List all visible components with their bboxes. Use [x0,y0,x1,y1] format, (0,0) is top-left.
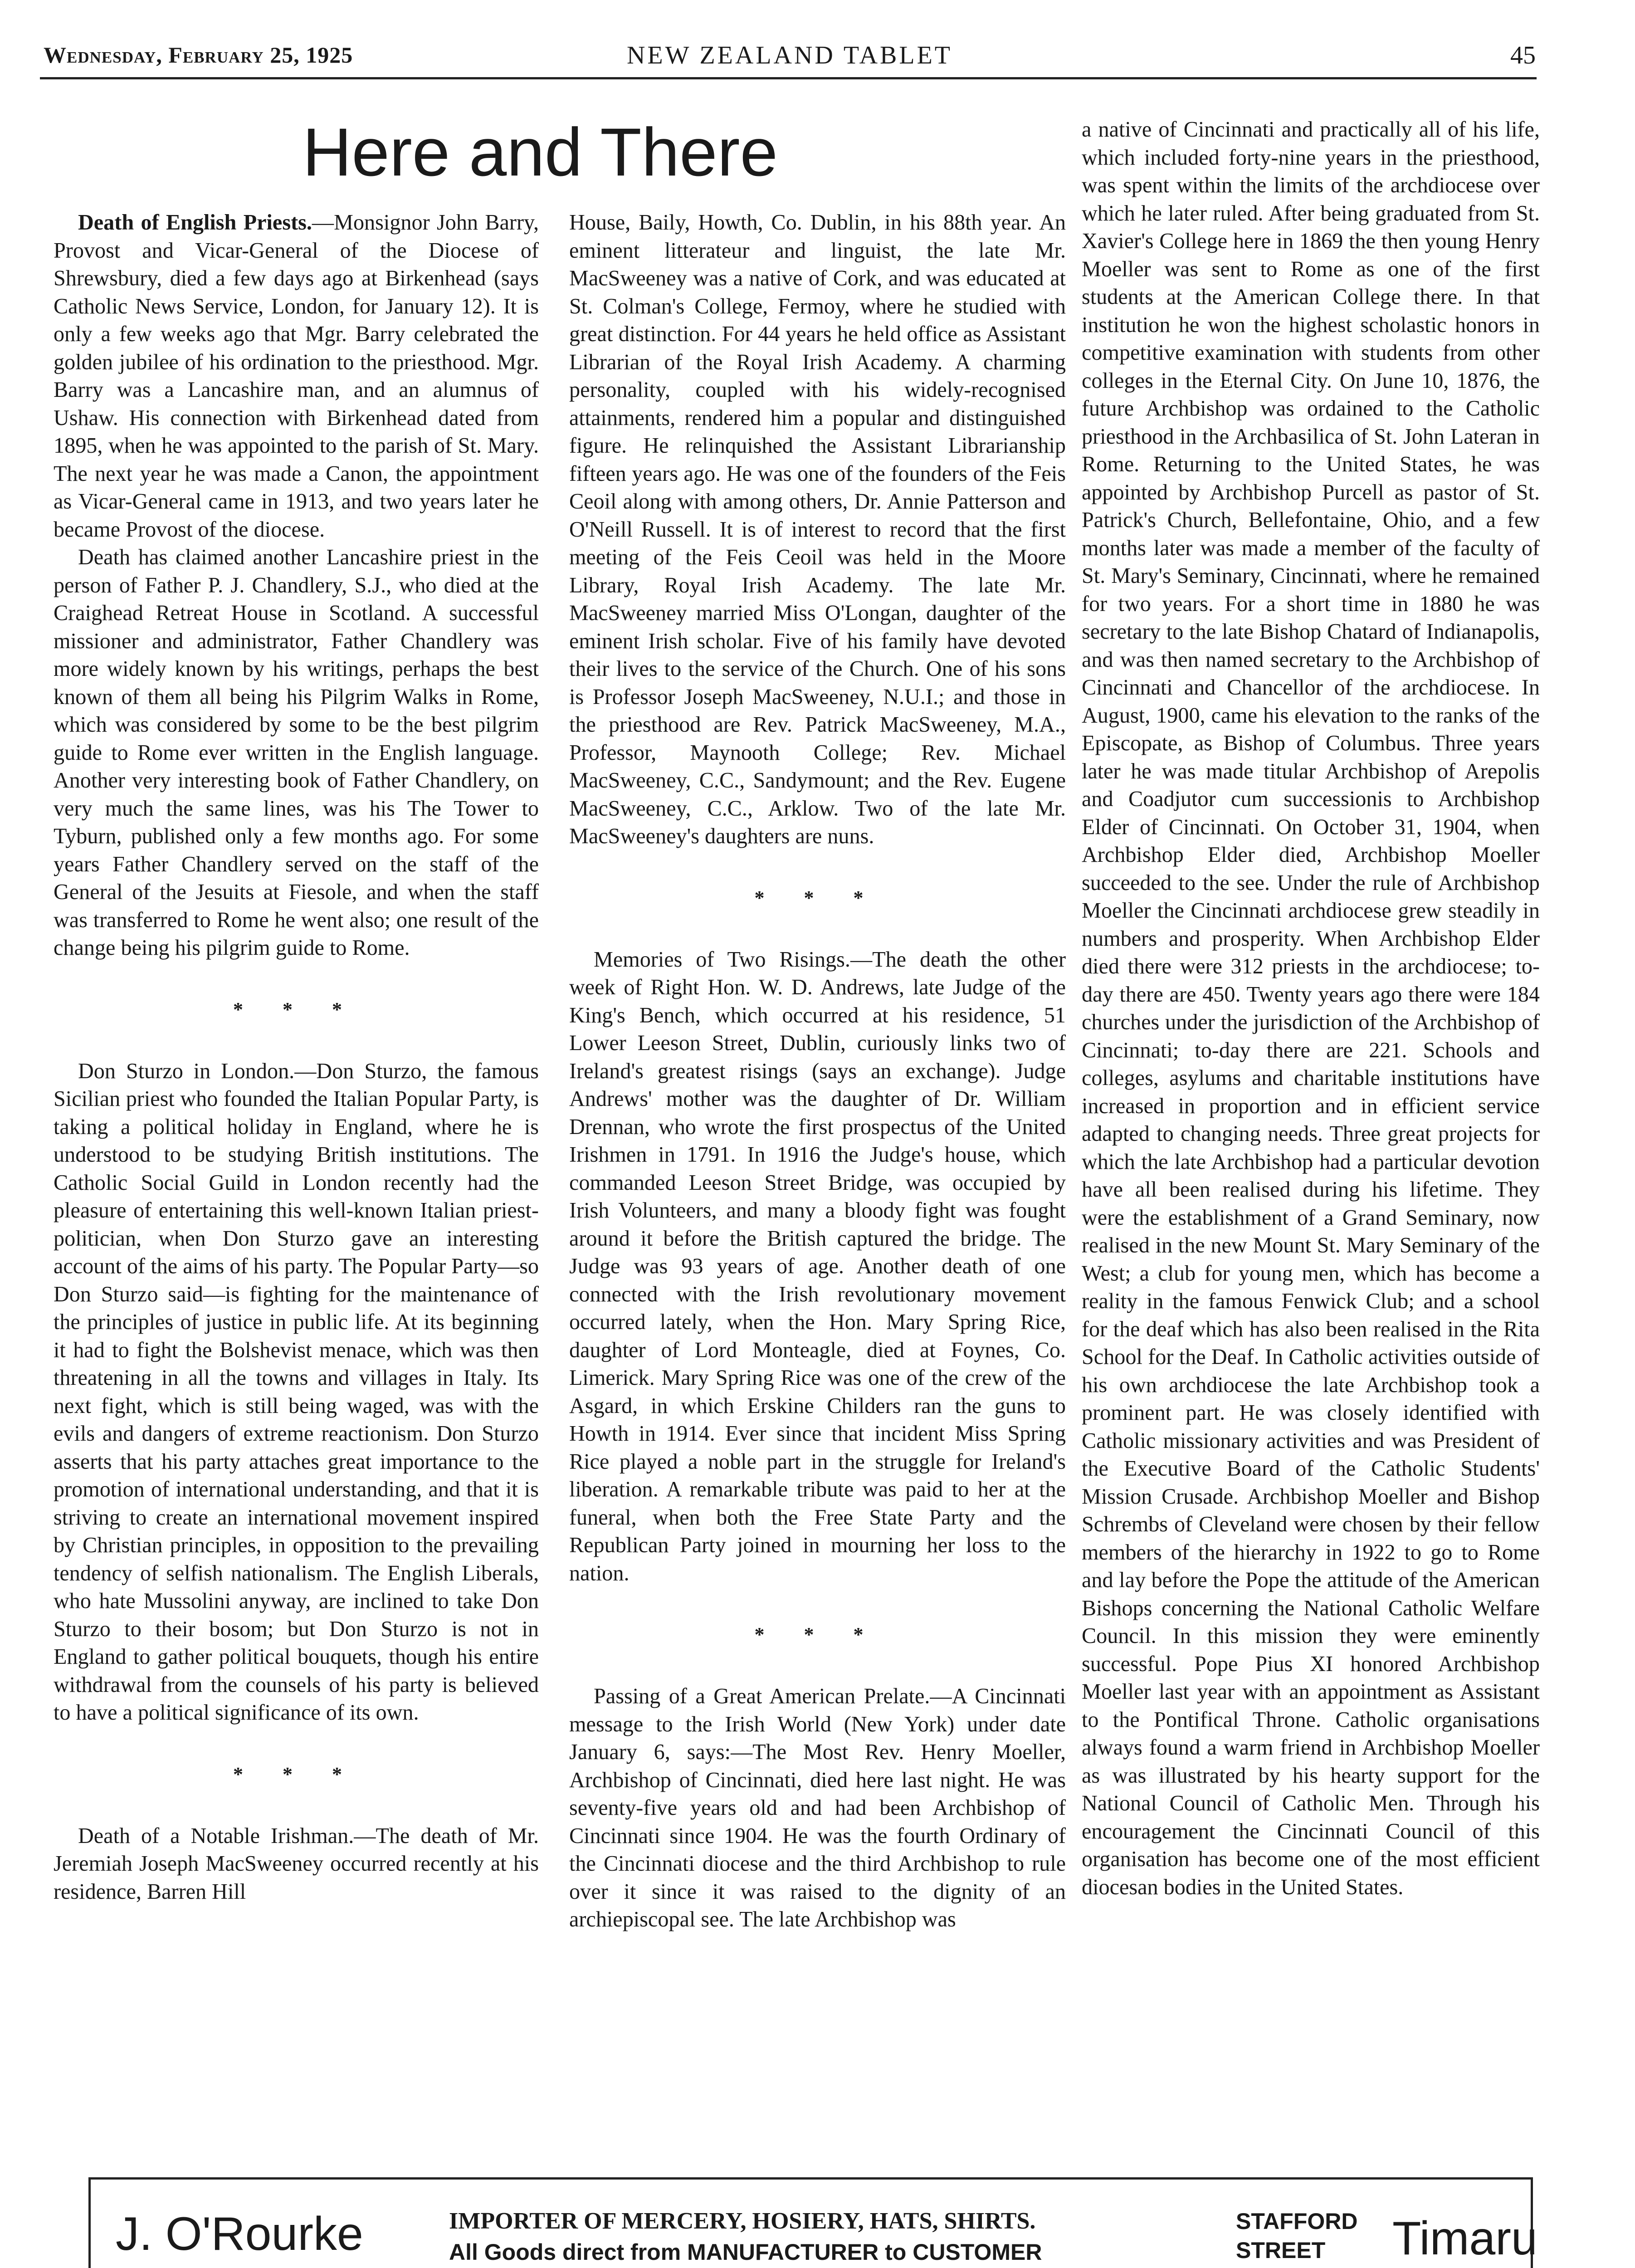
article-lead: Death of English Priests. [78,210,312,235]
page-number: 45 [1510,41,1536,69]
section-separator: * * * [754,1623,881,1646]
column-2 [569,209,1066,1934]
section-separator: * * * [233,998,359,1021]
section-separator: * * * [233,1763,359,1785]
article-american-prelate: Passing of a Great American Prelate.—A Cincinnati message to the Irish World (New York) under date January 6, says:—The Most Rev. Henry Moeller, Archbishop of Cincinnati, died here last night. He was seventy-five years old and had been Archbishop of Cincinnati since 1904. He was the fourth Ordinary of the Cincinnati diocese and the third Archbishop to rule over it since it was raised to the dignity of an archiepiscopal see. The late Archbishop was [569,1684,1066,1931]
article-two-risings: Memories of Two Risings.—The death the other week of Right Hon. W. D. Andrews, late Judge of the King's Bench, which occurred at his residence, 51 Lower Leeson Street, Dublin, curiously links two of Ireland's greatest risings (says an exchange). Judge Andrews' mother was the daughter of Dr. William Drennan, who wrote the first prospectus of the United Irishmen in 1791. In 1916 the Judge's house, which commanded Leeson Street Bridge, was occupied by Irish Volunteers, and many a bloody fight was fought around it before the British captured the bridge. The Judge was 93 years of age. Another death of one connected with the Irish revolutionary movement occurred lately, when the Hon. Mary Spring Rice, daughter of Lord Monteagle, died at Foynes, Co. Limerick. Mary Spring Rice was one of the crew of the Asgard, in which Erskine Childers ran the guns to Howth in 1914. Ever since that incident Miss Spring Rice played a noble part in the struggle for Ireland's liberation. A remarkable tribute was paid to her at the funeral, when both the Free State Party and the Republican Party joined in mourning her loss to the nation. [569,947,1066,1585]
advert-town: Timaru [1392,2212,1537,2265]
advert-address [1236,2207,1357,2265]
advert-tagline: IMPORTER OF MERCERY, HOSIERY, HATS, SHIRTS. [449,2208,1036,2234]
article-continuation: House, Baily, Howth, Co. Dublin, in his 88th year. An eminent litterateur and linguist, the late Mr. MacSweeney was a native of Cork, and was educated at St. Colman's College, Fermoy, where he studied with great distinction. For 44 years he held office as Assistant Librarian of the Royal Irish Academy. A charming personality, coupled with his widely-recognised attainments, rendered him a popular and distinguished figure. He relinquished the Assistant Librarianship fifteen years ago. He was one of the founders of the Feis Ceoil along with among others, Dr. Annie Patterson and O'Neill Russell. It is of interest to record that the first meeting of the Feis Ceoil was held in the Moore Library, Royal Irish Academy. The late Mr. MacSweeney married Miss O'Longan, daughter of the eminent Irish scholar. Five of his family have devoted their lives to the service of the Church. One of his sons is Professor Joseph MacSweeney, N.U.I.; and those in the priesthood are Rev. Patrick MacSweeney, M.A., Professor, Maynooth College; Rev. Michael MacSweeney, C.C., Sandymount; and the Rev. Eugene MacSweeney, C.C., Arklow. Two of the late Mr. MacSweeney's daughters are nuns. [569,210,1066,848]
page-title: Here and There [303,114,778,190]
street-line-2: STREET [1236,2238,1326,2263]
header-divider [40,77,1537,79]
section-separator: * * * [754,886,881,909]
article-death-english-priests [54,209,539,543]
street-line-1: STAFFORD [1236,2209,1358,2234]
article-body: —Monsignor John Barry, Provost and Vicar-General of the Diocese of Shrewsbury, died a few days ago at Birkenhead (says Catholic News Service, London, for January 12). It is only a few weeks ago that Mgr. Barry celebrated the golden jubilee of his ordination to the priesthood. Mgr. Barry was a Lancashire man, and an alumnus of Ushaw. His connection with Birkenhead dated from 1895, when he was appointed to the parish of St. Mary. The next year he was made a Canon, the appointment as Vicar-General came in 1913, and two years later he became Provost of the diocese. [54,210,539,542]
column-3 [1082,116,1540,1901]
article-continuation: a native of Cincinnati and practically all of his life, which included forty-nine years in the priesthood, was spent within the limits of the archdiocese over which he later ruled. After being graduated from St. Xavier's College here in 1869 the then young Henry Moeller was sent to Rome as one of the first students at the American College there. In that institution he won the highest scholastic honors in competitive examination with students from other colleges in the Eternal City. On June 10, 1876, the future Archbishop was ordained to the Catholic priesthood in the Archbasilica of St. John Lateran in Rome. Returning to the United States, he was appointed by Archbishop Purcell as pastor of St. Patrick's Church, Bellefontaine, Ohio, and a few months later was made a member of the faculty of St. Mary's Seminary, Cincinnati, where he remained for two years. For a short time in 1880 he was secretary to the late Bishop Chatard of Indianapolis, and was then named secretary to the Archbishop of Cincinnati and Chancellor of the archdiocese. In August, 1900, came his elevation to the ranks of the Episcopate, as Bishop of Columbus. Three years later he was made titular Archbishop of Arepolis and Coadjutor cum successionis to Archbishop Elder of Cincinnati. On October 31, 1904, when Archbishop Elder died, Archbishop Moeller succeeded to the see. Under the rule of Archbishop Moeller the Cincinnati archdiocese grew steadily in numbers and prosperity. When Archbishop Elder died there were 312 priests in the archdiocese; to-day there are 450. Twenty years ago there were 184 churches under the jurisdiction of the Archbishop of Cincinnati; to-day there are 221. Schools and colleges, asylums and charitable institutions have increased in proportion and in efficient service adapted to changing needs. Three great projects for which the late Archbishop had a particular devotion have all been realised during his lifetime. They were the establishment of a Grand Seminary, now realised in the new Mount St. Mary Seminary of the West; a club for young men, which has become a reality in the famous Fenwick Club; and a school for the deaf which has also been realised in the Rita School for the Deaf. In Catholic activities outside of his own archdiocese the late Archbishop took a prominent part. He was closely identified with Catholic missionary activities and was President of the Executive Board of the Catholic Students' Mission Crusade. Archbishop Moeller and Bishop Schrembs of Cleveland were chosen by their fellow members of the hierarchy in 1922 to go to Rome and lay before the Pope the attitude of the American Bishops concerning the National Catholic Welfare Council. In this mission they were eminently successful. Pope Pius XI honored Archbishop Moeller last year with an appointment as Assistant to the Pontifical Throne. Catholic organisations always found a warm friend in Archbishop Moeller as was illustrated by his hearty support for the National Council of Catholic Men. Through his encouragement the Cincinnati Council of this organisation has become one of the most efficient diocesan bodies in the United States. [1082,117,1540,1899]
article-paragraph: Death has claimed another Lancashire priest in the person of Father P. J. Chandlery, S.J., who died at the Craighead Retreat House in Scotland. A successful missioner and administrator, Father Chandlery was more widely known by his writings, perhaps the best known of them all being his Pilgrim Walks in Rome, which was considered by some to be the best pilgrim guide to Rome ever written in the English language. Another very interesting book of Father Chandlery, on very much the same lines, was his The Tower to Tyburn, published only a few months ago. For some years Father Chandlery served on the staff of the General of the Jesuits at Fiesole, and when the staff was transferred to Rome he went also; one result of the change being his pilgrim guide to Rome. [54,545,539,960]
column-1 [54,209,539,1906]
article-don-sturzo: Don Sturzo in London.—Don Sturzo, the famous Sicilian priest who founded the Italian Popular Party, is taking a political holiday in England, where he is understood to be studying British institutions. The Catholic Social Guild in London recently had the pleasure of entertaining this well-known Italian priest-politician, when Don Sturzo gave an interesting account of the aims of his party. The Popular Party—so Don Sturzo said—is fighting for the maintenance of the principles of justice in public life. At its beginning it had to fight the Bolshevist menace, which was then threatening in all the towns and villages in Italy. Its next fight, which is still being waged, was with the evils and dangers of extreme reactionism. Don Sturzo asserts that his party attaches great importance to the promotion of international understanding, and that it is striving to create an international movement inspired by Christian principles, in opposition to the prevailing tendency of selfish nationalism. The English Liberals, who hate Mussolini anyway, are inclined to take Don Sturzo to their bosom; but Don Sturzo is not in England to gather political bouquets, though his entire withdrawal from the counsels of his party is believed to have a political significance of its own. [54,1059,539,1725]
advert-subline: All Goods direct from MANUFACTURER to CUSTOMER [449,2239,1042,2265]
newspaper-name: NEW ZEALAND TABLET [626,41,952,69]
article-notable-irishman: Death of a Notable Irishman.—The death of Mr. Jeremiah Joseph MacSweeney occurred recently at his residence, Barren Hill [54,1823,539,1904]
issue-date: Wednesday, February 25, 1925 [44,42,353,68]
advertiser-name: J. O'Rourke [116,2208,363,2260]
running-header [44,40,1536,81]
advertisement-box [88,2177,1537,2268]
